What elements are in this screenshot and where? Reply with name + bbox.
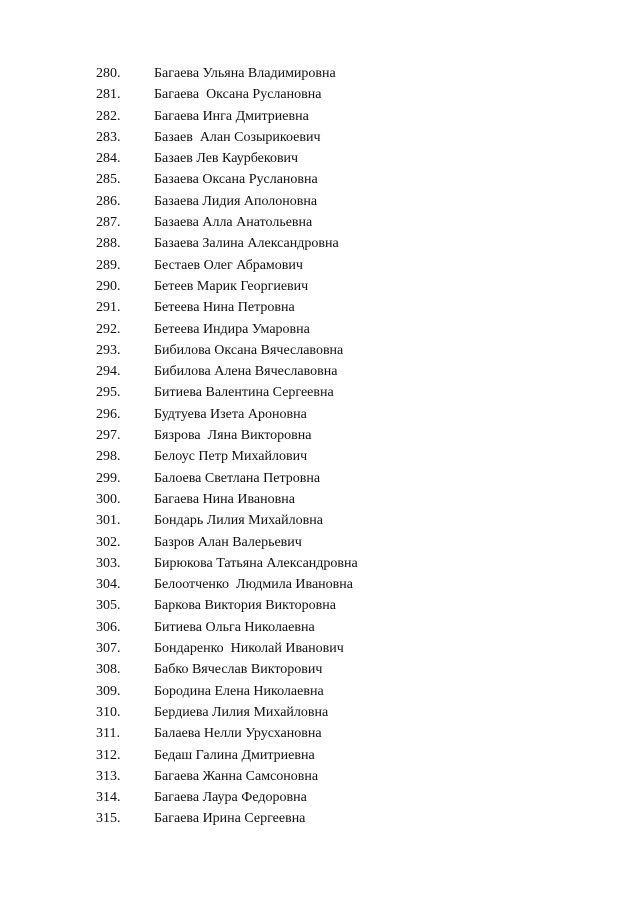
list-item (96, 745, 358, 766)
entry-name: Багаева Оксана Руслановна (154, 87, 322, 103)
entry-name: Битиева Валентина Сергеевна (154, 385, 334, 401)
list-item (96, 127, 358, 148)
entry-number: 287. (96, 215, 121, 231)
entry-name: Багаева Лаура Федоровна (154, 790, 307, 806)
list-item (96, 766, 358, 787)
entry-name: Бондаренко Николай Иванович (154, 641, 344, 657)
list-item (96, 340, 358, 361)
entry-name: Багаева Нина Ивановна (154, 491, 295, 507)
entry-number: 313. (96, 768, 121, 784)
entry-name: Базаев Алан Созырикоевич (154, 129, 321, 145)
list-item (96, 574, 358, 595)
entry-number: 311. (96, 726, 120, 742)
entry-number: 286. (96, 193, 121, 209)
entry-name: Багаева Инга Дмитриевна (154, 108, 309, 124)
entry-number: 307. (96, 641, 121, 657)
entry-number: 282. (96, 108, 121, 124)
entry-name: Балоева Светлана Петровна (154, 470, 321, 486)
entry-number: 283. (96, 129, 121, 145)
entry-number: 299. (96, 470, 121, 486)
entry-number: 300. (96, 491, 121, 507)
list-item (96, 106, 358, 127)
list-item (96, 169, 358, 190)
list-item (96, 510, 358, 531)
entry-number: 315. (96, 811, 121, 827)
entry-name: Базаева Оксана Руслановна (154, 172, 318, 188)
entry-name: Базаева Лидия Аполоновна (154, 193, 318, 209)
list-item (96, 63, 358, 84)
entry-number: 293. (96, 342, 121, 358)
entry-number: 280. (96, 66, 121, 81)
entry-number: 292. (96, 321, 121, 337)
entry-number: 289. (96, 257, 121, 273)
entry-number: 291. (96, 300, 121, 316)
entry-number: 285. (96, 172, 121, 188)
entry-name: Базров Алан Валерьевич (154, 534, 302, 550)
entry-number: 306. (96, 619, 121, 635)
entry-name: Бетеев Марик Георгиевич (154, 278, 309, 294)
list-item (96, 446, 358, 467)
list-item (96, 595, 358, 616)
list-item (96, 638, 358, 659)
entry-number: 296. (96, 406, 121, 422)
entry-name: Бетеева Индира Умаровна (154, 321, 310, 337)
list-item (96, 319, 358, 340)
list-item (96, 276, 358, 297)
entry-number: 314. (96, 790, 121, 806)
entry-name: Базаева Залина Александровна (154, 236, 339, 252)
list-item (96, 617, 358, 638)
entry-number: 308. (96, 662, 121, 678)
list-item (96, 191, 358, 212)
entry-number: 281. (96, 87, 121, 103)
entry-name: Бибилова Оксана Вячеславовна (154, 342, 344, 358)
entry-number: 302. (96, 534, 121, 550)
list-item (96, 787, 358, 808)
entry-name: Багаева Ирина Сергеевна (154, 811, 306, 827)
entry-name: Бирюкова Татьяна Александровна (154, 555, 358, 571)
entry-number: 301. (96, 513, 121, 529)
list-item (96, 148, 358, 169)
entry-number: 294. (96, 364, 121, 380)
list-item (96, 532, 358, 553)
entry-name: Бердиева Лилия Михайловна (154, 704, 329, 720)
entry-name: Бетеева Нина Петровна (154, 300, 295, 316)
list-item (96, 489, 358, 510)
entry-name: Битиева Ольга Николаевна (154, 619, 315, 635)
list-item (96, 404, 358, 425)
entry-number: 303. (96, 555, 121, 571)
entry-number: 298. (96, 449, 121, 465)
entry-number: 288. (96, 236, 121, 252)
entry-number: 304. (96, 577, 121, 593)
list-item (96, 297, 358, 318)
list-item (96, 212, 358, 233)
entry-name: Баркова Виктория Викторовна (154, 598, 336, 614)
entry-name: Базаева Алла Анатольевна (154, 215, 313, 231)
entry-name: Бедаш Галина Дмитриевна (154, 747, 315, 763)
entry-number: 290. (96, 278, 121, 294)
entry-name: Бондарь Лилия Михайловна (154, 513, 323, 529)
entry-name: Будтуева Изета Ароновна (154, 406, 307, 422)
entry-name: Бибилова Алена Вячеславовна (154, 364, 338, 380)
entry-name: Базаев Лев Каурбекович (154, 151, 299, 167)
list-item (96, 681, 358, 702)
entry-number: 297. (96, 428, 121, 444)
entry-name: Бабко Вячеслав Викторович (154, 662, 323, 678)
list-item (96, 255, 358, 276)
list-item (96, 659, 358, 680)
numbered-name-list (96, 63, 358, 830)
entry-name: Белоус Петр Михайлович (154, 449, 308, 465)
entry-name: Багаева Жанна Самсоновна (154, 768, 319, 784)
entry-number: 310. (96, 704, 121, 720)
list-item (96, 233, 358, 254)
list-item (96, 553, 358, 574)
entry-name: Бестаев Олег Абрамович (154, 257, 303, 273)
list-item (96, 84, 358, 105)
list-item (96, 468, 358, 489)
entry-name: Бязрова Ляна Викторовна (154, 428, 312, 444)
entry-name: Багаева Ульяна Владимировна (154, 66, 336, 81)
entry-number: 295. (96, 385, 121, 401)
entry-number: 284. (96, 151, 121, 167)
entry-number: 312. (96, 747, 121, 763)
entry-number: 309. (96, 683, 121, 699)
list-item (96, 808, 358, 829)
entry-name: Белоотченко Людмила Ивановна (154, 577, 353, 593)
list-item (96, 361, 358, 382)
entry-name: Бородина Елена Николаевна (154, 683, 324, 699)
entry-number: 305. (96, 598, 121, 614)
list-item (96, 702, 358, 723)
list-item (96, 425, 358, 446)
entry-name: Балаева Нелли Урусхановна (154, 726, 322, 742)
list-item (96, 382, 358, 403)
list-item (96, 723, 358, 744)
